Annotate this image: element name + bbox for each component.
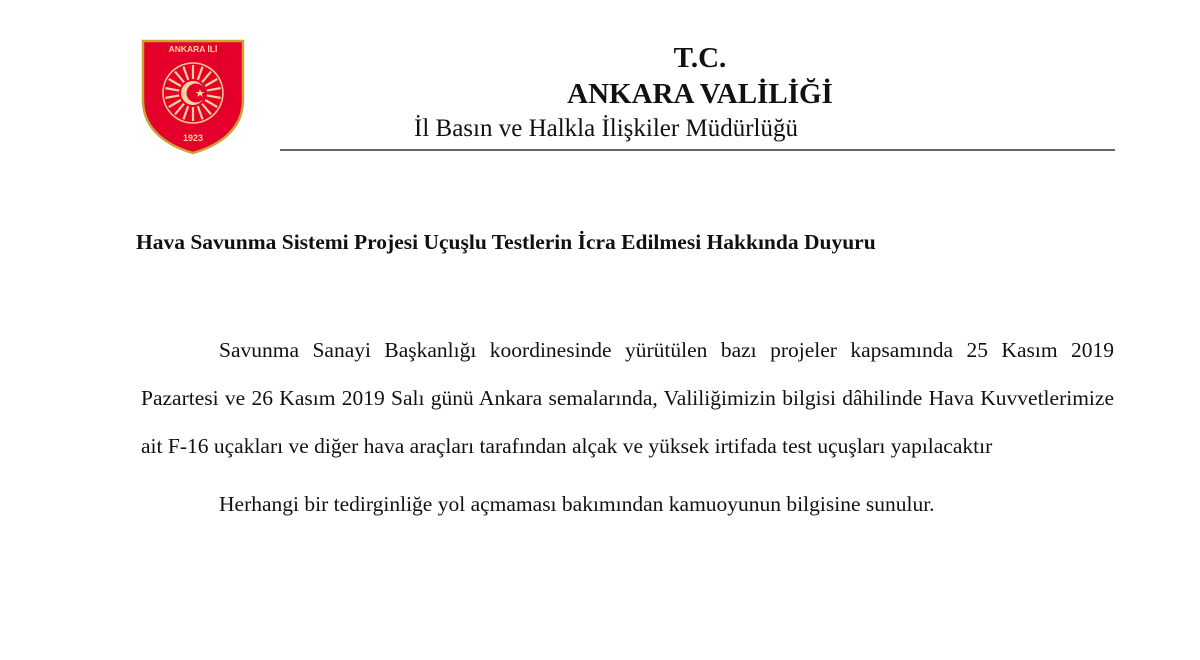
emblem-top-text: ANKARA İLİ [168, 44, 218, 54]
directorate-subheading: İl Basın ve Halkla İlişkiler Müdürlüğü [414, 115, 798, 142]
body-paragraph-2: Herhangi bir tedirginliğe yol açmaması bakımından kamuoyunun bilgisine sunulur. [219, 492, 935, 516]
announcement-body [141, 326, 1114, 528]
header-divider [280, 149, 1115, 151]
emblem-year: 1923 [182, 133, 204, 143]
ankara-governorship-emblem-icon [140, 38, 246, 156]
tc-heading: T.C. [673, 42, 727, 74]
letterhead [280, 40, 1120, 146]
announcement-title: Hava Savunma Sistemi Projesi Uçuşlu Testlerin İcra Edilmesi Hakkında Duyuru [136, 230, 876, 254]
body-paragraph-1: Savunma Sanayi Başkanlığı koordinesinde yürütülen bazı projeler kapsamında 25 Kasım 2019 Pazartesi ve 26 Kasım 2019 Salı günü Ankara semalarında, Valiliğimizin bilgisi dâhilinde Hava Kuvvetlerimize ait F-16 uçakları ve diğer hava araçları tarafından alçak ve yüksek irtifada test uçuşları yapılacaktır [141, 338, 1114, 458]
governorship-heading: ANKARA VALİLİĞİ [567, 78, 833, 110]
